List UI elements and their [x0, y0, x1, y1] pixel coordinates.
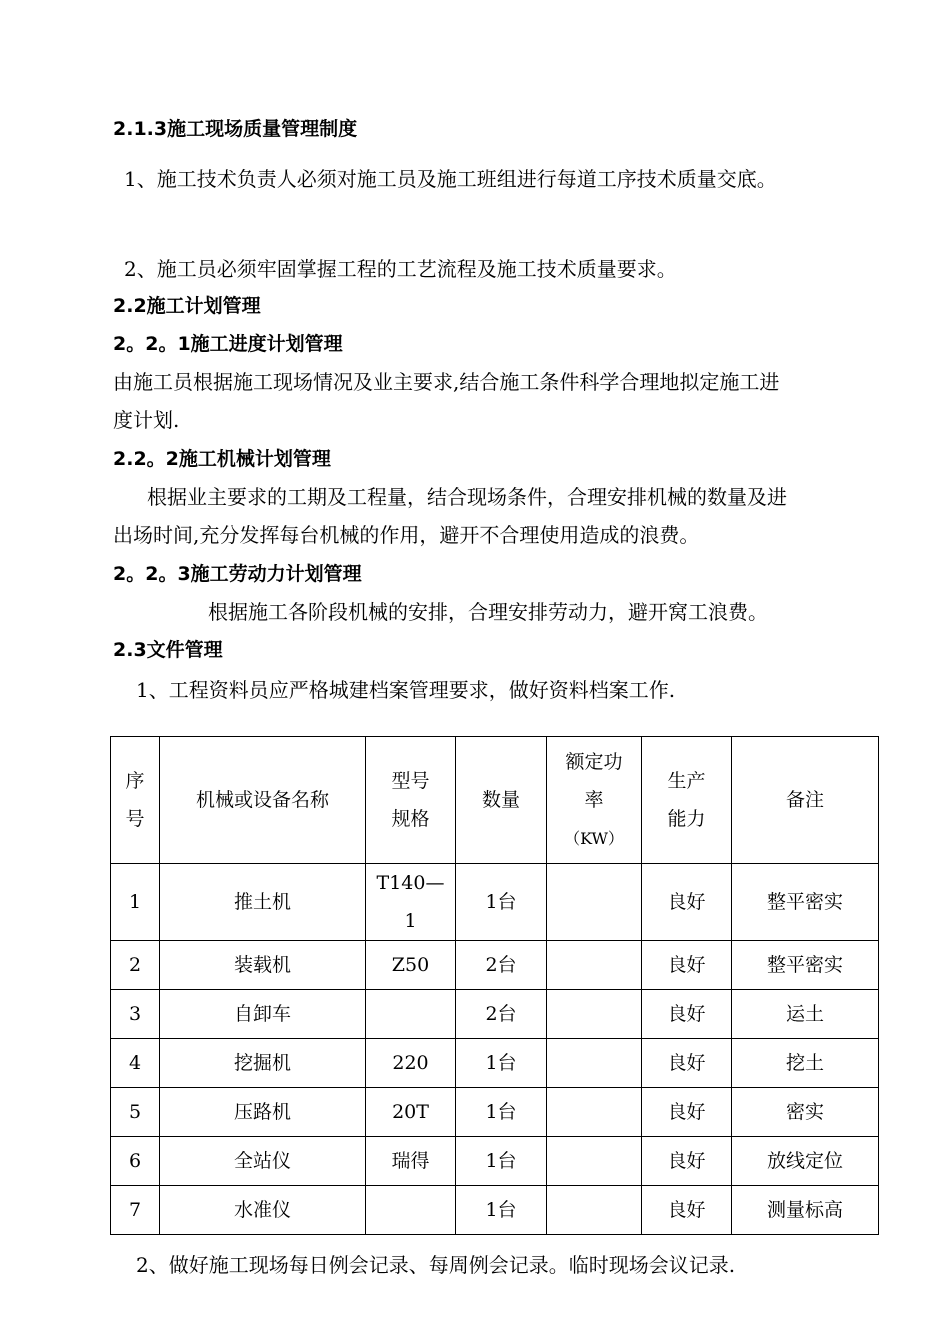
table-header-row	[111, 737, 879, 864]
header-capacity: 生产 能力	[642, 737, 732, 864]
cell-capacity: 良好	[642, 990, 732, 1039]
heading-2-2-2: 2.2。2施工机械计划管理	[113, 448, 331, 470]
cell-model: 220	[366, 1039, 456, 1088]
heading-2-2: 2.2施工计划管理	[113, 295, 261, 317]
table-row	[111, 1039, 879, 1088]
equipment-table	[110, 736, 879, 1235]
cell-name: 挖掘机	[160, 1039, 366, 1088]
cell-qty: 1台	[456, 864, 547, 941]
heading-2-2-1: 2。2。1施工进度计划管理	[113, 333, 343, 355]
cell-no: 4	[111, 1039, 160, 1088]
cell-note: 挖土	[732, 1039, 879, 1088]
cell-power	[547, 990, 642, 1039]
cell-name: 装载机	[160, 941, 366, 990]
cell-note: 放线定位	[732, 1137, 879, 1186]
cell-model	[366, 990, 456, 1039]
cell-model	[366, 1186, 456, 1235]
table-row	[111, 864, 879, 941]
cell-capacity: 良好	[642, 1039, 732, 1088]
cell-power	[547, 1039, 642, 1088]
cell-qty: 1台	[456, 1137, 547, 1186]
paragraph-2-2-2-line1: 根据业主要求的工期及工程量，结合现场条件，合理安排机械的数量及进	[147, 485, 787, 509]
paragraph-2: 2、施工员必须牢固掌握工程的工艺流程及施工技术质量要求。	[124, 257, 677, 281]
cell-no: 2	[111, 941, 160, 990]
cell-name: 压路机	[160, 1088, 366, 1137]
cell-name: 全站仪	[160, 1137, 366, 1186]
cell-no: 1	[111, 864, 160, 941]
heading-2-3: 2.3文件管理	[113, 639, 223, 661]
paragraph-2-2-3: 根据施工各阶段机械的安排，合理安排劳动力，避开窝工浪费。	[208, 600, 768, 624]
cell-qty: 1台	[456, 1186, 547, 1235]
cell-power	[547, 941, 642, 990]
cell-capacity: 良好	[642, 1186, 732, 1235]
header-power: 额定功 率 （KW）	[547, 737, 642, 864]
cell-qty: 2台	[456, 990, 547, 1039]
paragraph-2-2-1-line1: 由施工员根据施工现场情况及业主要求,结合施工条件科学合理地拟定施工进	[113, 370, 780, 394]
table-row	[111, 941, 879, 990]
paragraph-2-3-2: 2、做好施工现场每日例会记录、每周例会记录。临时现场会议记录.	[136, 1253, 736, 1277]
cell-power	[547, 864, 642, 941]
cell-no: 3	[111, 990, 160, 1039]
cell-note: 整平密实	[732, 864, 879, 941]
cell-no: 5	[111, 1088, 160, 1137]
cell-note: 运土	[732, 990, 879, 1039]
cell-power	[547, 1186, 642, 1235]
header-qty: 数量	[456, 737, 547, 864]
cell-name: 推土机	[160, 864, 366, 941]
table-row	[111, 1137, 879, 1186]
header-no: 序 号	[111, 737, 160, 864]
cell-capacity: 良好	[642, 864, 732, 941]
header-note: 备注	[732, 737, 879, 864]
cell-model: Z50	[366, 941, 456, 990]
cell-qty: 1台	[456, 1088, 547, 1137]
paragraph-2-2-2-line2: 出场时间,充分发挥每台机械的作用，避开不合理使用造成的浪费。	[113, 523, 700, 547]
header-model: 型号 规格	[366, 737, 456, 864]
cell-model: 20T	[366, 1088, 456, 1137]
cell-no: 6	[111, 1137, 160, 1186]
heading-2-2-3: 2。2。3施工劳动力计划管理	[113, 563, 362, 585]
table-row	[111, 1186, 879, 1235]
table-row	[111, 990, 879, 1039]
cell-model: T140— 1	[366, 864, 456, 941]
cell-name: 水准仪	[160, 1186, 366, 1235]
heading-2-1-3: 2.1.3施工现场质量管理制度	[113, 118, 358, 140]
header-name: 机械或设备名称	[160, 737, 366, 864]
cell-note: 测量标高	[732, 1186, 879, 1235]
table-row	[111, 1088, 879, 1137]
cell-capacity: 良好	[642, 941, 732, 990]
cell-qty: 2台	[456, 941, 547, 990]
paragraph-1: 1、施工技术负责人必须对施工员及施工班组进行每道工序技术质量交底。	[124, 167, 777, 191]
cell-note: 整平密实	[732, 941, 879, 990]
cell-name: 自卸车	[160, 990, 366, 1039]
cell-qty: 1台	[456, 1039, 547, 1088]
cell-power	[547, 1088, 642, 1137]
cell-capacity: 良好	[642, 1137, 732, 1186]
cell-power	[547, 1137, 642, 1186]
cell-note: 密实	[732, 1088, 879, 1137]
cell-capacity: 良好	[642, 1088, 732, 1137]
paragraph-2-2-1-line2: 度计划.	[113, 408, 180, 432]
cell-model: 瑞得	[366, 1137, 456, 1186]
paragraph-2-3-1: 1、工程资料员应严格城建档案管理要求，做好资料档案工作.	[136, 678, 676, 702]
cell-no: 7	[111, 1186, 160, 1235]
